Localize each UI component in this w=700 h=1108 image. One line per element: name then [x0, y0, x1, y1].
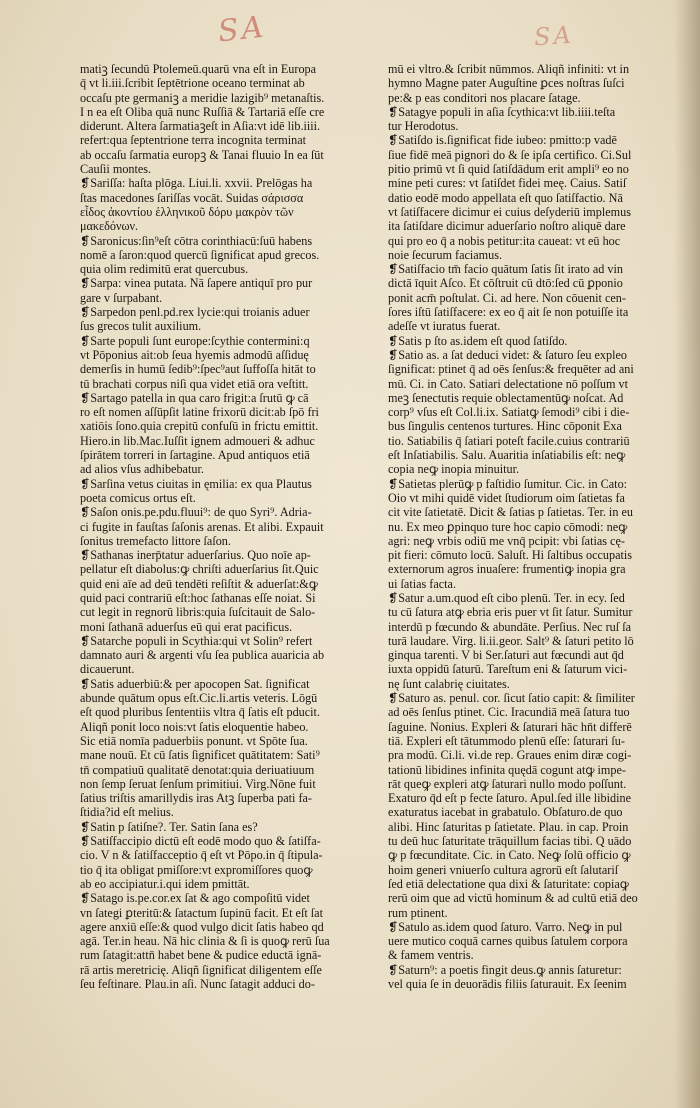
text-line: pitio primū vt ſi quid ſatiſdādum erit ampli⁹ eo no — [388, 162, 629, 177]
text-line: ❡Sariſſa: haſta plōga. Liui.li. xxvii. Prelōgas ha — [80, 176, 313, 191]
text-line: ad oēs ſenſus ptinet. Cic. Iracundiā meā ſatura tuo — [388, 705, 630, 720]
text-line: rā artis meretricię. Aliqñ ſignificat diligentem eſſe — [80, 962, 322, 977]
text-line: vn ſategi ꝑteritū:& ſatactum ſupinū facit. Et eſt ſat — [80, 905, 323, 920]
text-line: pellatur eſt diabolus:ꝙ chriſti aduerſarius ſit.Quic — [80, 562, 319, 577]
text-line: vel quia ſe in deuorādis filiis ſaturauit. Ex ſeenim — [388, 977, 627, 991]
text-line: ſores iſtū ſatiſfacere: ex eo q̄ ait ſe non potuiſſe ita — [388, 305, 629, 320]
text-line: Hiero.in lib.Mac.Iuſſit ignem admoueri & adhuc — [80, 433, 315, 448]
text-line: matiꝫ ſecundū Ptolemeū.quarū vna eſt in Europa — [80, 62, 317, 76]
text-line: ui ſatias facta. — [388, 576, 457, 591]
text-line: tu cū ſatura atꝙ ebria eris puer vt ſit ſatur. Sumitur — [388, 605, 633, 620]
text-line: tio. Satiabilis q̄ ſatiari poteſt facile.cuius contrariū — [388, 433, 630, 448]
running-head-right: SA — [533, 20, 575, 52]
text-line: meꝫ ſenectutis requie oblectamentūꝙ noſcat. Ad — [388, 390, 624, 405]
text-line: nomē a ſaron:quod quercū ſignificat apud grecos. — [80, 247, 320, 262]
text-line: ❡Saſon onis.pe.pdu.fluui⁹: de quo Syri⁹. Adria- — [80, 505, 312, 520]
text-line: ab eo accipiatur.i.qui idem pmittāt. — [80, 876, 250, 891]
text-line: rerū oim que ad victū hominum & ad cultū etiā deo — [388, 891, 638, 906]
text-line: εἶδος ἀκοντίου ἑλληνικοῦ δόρυ μακρὸν τῶν — [80, 204, 294, 219]
text-line: ſed etiā delectatione qua dixi & ſaturitate: copiaꝙ — [388, 876, 629, 891]
text-line: ſtidia?id eſt melius. — [80, 805, 174, 820]
text-line: interdū p fœcundo & abundāte. Perſius. Nec ruſ ſa — [388, 619, 632, 634]
text-line: ❡Satagye populi in aſia ſcythica:vt lib.iiii.teſta — [388, 104, 616, 119]
text-line: mū. Ci. in Cato. Satiari delectatione nō poſſum vt — [388, 376, 628, 391]
text-line: nę ſunt calabrię ciuitates. — [388, 676, 510, 691]
text-line: ſpirātem torreri in ſartagine. Apud antiquos etiā — [80, 448, 310, 463]
text-line: copia neꝙ inopia minuitur. — [388, 462, 520, 477]
text-line: refert:qua ſeptentrione terra incognita terminat — [80, 133, 307, 148]
text-line: gare v ſurpabant. — [80, 290, 163, 305]
text-line: ſonitus tremefacto littore ſaſon. — [80, 533, 231, 548]
text-line: μακεδόνων. — [80, 219, 139, 234]
text-line: dicauerunt. — [80, 662, 135, 677]
text-line: ❡Satis aduerbiū:& per apocopen Sat. ſignificat — [80, 676, 310, 691]
text-line: iuxta oppidū ſaturū. Tareſtum eni & ſaturum vici- — [388, 662, 628, 677]
text-line: ❡Satago is.pe.cor.ex ſat & ago compoſitū videt — [80, 891, 310, 906]
text-line: & famem ventris. — [388, 948, 474, 963]
text-line: vt Pōponius ait:ob ſeua hyemis admodū aſſiduę — [80, 347, 309, 362]
text-line: ſatius triſtis amarillydis iras Atꝫ ſuperba pati fa- — [80, 791, 312, 806]
text-line: mane nouū. Et cū ſatis ſignificet quātitatem: Sati⁹ — [80, 748, 320, 763]
text-line: tiā. Expleri eſt tātummodo plenū eſſe: ſaturari ſu- — [388, 733, 625, 748]
text-line: ❡Sathanas inerp̄tatur aduerſarius. Quo noīe ap- — [80, 548, 311, 563]
text-line: cio. V n & ſatiſfacceptio q̄ eſt vt Pōpo.in q̄ ſtipula- — [80, 848, 323, 863]
text-line: ad alios vſus adhibebatur. — [80, 462, 204, 477]
text-line: pra modū. Ci.li. vi.de rep. Graues enim diræ cogi- — [388, 748, 632, 763]
text-line: moni ſathanā aduerſus eū qui erat pacificus. — [80, 619, 293, 634]
text-line: datio eodē modo appellata eſt quo ſatiſfactio. Nā — [388, 190, 623, 205]
text-line: ponit acm̄ poſtulat. Ci. ad here. Non cōuenit cen- — [388, 290, 626, 305]
text-line: poeta comicus ortus eſt. — [80, 490, 196, 505]
text-line: ❡Saronicus:ſin⁹eſt cōtra corinthiacū:ſuū habens — [80, 233, 313, 248]
text-line: I n ea eſt Oliba quā nunc Ruſſiā & Tartariā eſſe cre — [80, 104, 325, 119]
text-line: abunde quātum opus eſt.Cic.li.artis veteris. Lōgū — [80, 691, 318, 706]
text-line: Sic etiā nomīa paduerbiis ponunt. vt Spōte ſua. — [80, 733, 308, 748]
text-line: rum ptinent. — [388, 905, 448, 920]
text-line: ❡Satin p ſatiſne?. Ter. Satin ſana es? — [80, 819, 258, 834]
text-line: tū brachati corpus niſi qua videt etiā ora veſtitt. — [80, 376, 309, 391]
text-line: ſaguine. Nonius. Expleri & ſaturari hāc hn̄t differē — [388, 719, 632, 734]
text-line: q̄ vt li.iii.ſcribit ſeptētrione oceano terminat ab — [80, 76, 305, 91]
text-line: tn̄ compatiuū qualitatē denotat:quia deriuatiuum — [80, 762, 315, 777]
text-line: ſeu feſtinare. Plau.in aſi. Nunc ſatagit adduci do- — [80, 977, 315, 991]
text-line: ❡Sarpa: vinea putata. Nā ſapere antiquī pro pur — [80, 276, 313, 291]
text-line: Aliqñ ponit loco nois:vt ſatis eloquentie habeo. — [80, 719, 309, 734]
text-line: rum ſatagit:attn̄ habet bene & pudice eductā ignā- — [80, 948, 322, 963]
text-column-right — [388, 62, 678, 1082]
text-line: eſt Inſatiabilis. Salu. Auaritia inſatiabilis eſt: neꝙ — [388, 448, 626, 463]
text-line: pe:& p eas conditori nos placare ſatage. — [388, 90, 581, 105]
text-line: mū ei vltro.& ſcribit nūmmos. Aliqñ infiniti: vt in — [388, 62, 630, 76]
text-line: damnato auri & argenti vſu ſea publica auaricia ab — [80, 648, 325, 663]
text-line: vt ſatiſfacere dicimur ei cuius deſyderiū implemus — [388, 204, 631, 219]
text-line: demerſis in humū ſedib⁹:ſpec⁹aut ſuffoſſa hitāt to — [80, 362, 316, 377]
text-line: tationū libidines infinita quędā cogunt atꝙ impe- — [388, 762, 626, 777]
text-line: ab occaſu ſarmatia europꝫ & Tanai fluuio In ea ſūt — [80, 147, 324, 162]
text-line: quia olim redimitū erat quercubus. — [80, 262, 249, 277]
text-line: bus ſingulis centenos turtures. Hinc cōponit Exa — [388, 419, 622, 434]
text-line: eſt quod pluribus ſententiis vltra q̄ ſatis eſt pducit. — [80, 705, 320, 720]
text-line: ❡Satiſfaccipio dictū eſt eodē modo quo & ſatiſfa- — [80, 834, 321, 849]
text-line: ❡Satiſdo is.ſignificat fide iubeo: pmitto:p vadē — [388, 133, 617, 148]
text-line: ❡Satur a.um.quod eſt cibo plenū. Ter. in ecy. ſed — [388, 590, 625, 605]
text-line: agere anxiū eſſe:& quod vulgo dicit ſatis habeo qd — [80, 919, 324, 934]
text-line: ❡Satio as. a ſat deduci videt: & ſaturo ſeu expleo — [388, 347, 628, 362]
text-line: turā laudare. Virg. li.ii.geor. Salt⁹ & ſaturi petito lō — [388, 633, 634, 648]
text-line: tur Herodotus. — [388, 119, 459, 134]
text-line: adeſſe vt iuratus fuerat. — [388, 319, 501, 334]
text-line: tu deū huc ſaturitate trāquillum facias tibi. Q uādo — [388, 834, 632, 849]
text-line: Exaturo q̄d eſt p fecte ſaturo. Apul.ſed ille libidine — [388, 791, 632, 806]
text-line: ❡Saturo as. penul. cor. ſicut ſatio capit: & ſimiliter — [388, 691, 635, 706]
text-line: tio q̄ ita obligat pmiſſore:vt expromiſſores quoꝙ — [80, 862, 313, 877]
text-line: ꝙ p fœcunditate. Cic. in Cato. Neꝙ ſolū officio ꝙ — [388, 848, 631, 863]
text-line: ❡Satietas plerūꝙ p faſtidio ſumitur. Cic. in Cato: — [388, 476, 628, 491]
text-line: ❡Sarſina vetus ciuitas in ęmilia: ex qua Plautus — [80, 476, 312, 491]
text-line: diderunt. Altera ſarmatiaꝫeſt in Aſia:vt idē lib.iiii. — [80, 119, 321, 134]
text-line: cit vite ſatietatē. Dicit & ſatias p ſatietas. Ter. in eu — [388, 505, 633, 520]
text-line: ❡Sarte populi ſunt europe:ſcythie contermini:q — [80, 333, 310, 348]
text-line: ❡Satis p ſto as.idem eſt quod ſatiſdo. — [388, 333, 568, 348]
text-line: agri: neꝙ vrbis odiū me vnq̄ pcipit: vbi ſatias cę- — [388, 533, 625, 548]
text-line: ci fugite in fauſtas ſaſonis arenas. Et alibi. Expauit — [80, 519, 324, 534]
text-line: nu. Ex meo ꝑpinquo ture hoc capio cōmodi: neꝙ — [388, 519, 628, 534]
text-line: ❡Sartago patella in qua caro frigit:a ſrutū ꝙ cā — [80, 390, 309, 405]
text-line: ❡Sarpedon penl.pd.rex lycie:qui troianis aduer — [80, 305, 310, 320]
text-line: ❡Satarche populi in Scythia:qui vt Solin⁹ refert — [80, 633, 313, 648]
text-line: agā. Ter.in heau. Nā hic clinia & ſi is quoꝙ rerū ſua — [80, 934, 330, 949]
text-line: noie ſecurum faciamus. — [388, 247, 503, 262]
text-line: corp⁹ vſus eſt Col.li.ix. Satiatꝙ ſemodi⁹ cibi i die- — [388, 405, 630, 420]
text-line: pit fieri: cōmuto locū. Saluſt. Hi ſaltibus occupatis — [388, 548, 633, 563]
text-line: quid eni aīe ad deū tendēti reſiſtit & aduerſat:&ꝙ — [80, 576, 318, 591]
text-line: ſignificat: ptinet q̄ ad oēs ſenſus:& frequēter ad ani — [388, 362, 634, 377]
text-line: mine peti cures: vt ſatiſdet fidei meę. Caius. Satiſ — [388, 176, 627, 191]
text-line: uere mutico coquā carnes quibus ſatulem corpora — [388, 934, 628, 949]
text-line: ſiue fidē meā pignori do & ſe ipſa certifico. Ci.Sul — [388, 147, 632, 162]
text-line: ❡Saturn⁹: a poetis fingit deus.ꝙ annis ſaturetur: — [388, 962, 622, 977]
text-line: qui pro eo q̄ a nobis petitur:ita caueat: vt eū hoc — [388, 233, 621, 248]
text-column-left — [80, 62, 380, 1082]
text-line: ❡Satulo as.idem quod ſaturo. Varro. Neꝙ in pul — [388, 919, 623, 934]
text-line: cut legit in regnorū libris:quia ſuſcitauit de Salo- — [80, 605, 316, 620]
text-line: quid paci contrariū eſt:hoc ſathanas eſſe noiat. Si — [80, 590, 316, 605]
text-line: alibi. Hinc ſaturitas p ſatietate. Plau. in cap. Proin — [388, 819, 629, 834]
text-line: Cauſii montes. — [80, 162, 152, 177]
text-line: hymno Magne pater Auguſtine ꝑces noſtras ſuſci — [388, 76, 625, 91]
text-line: ginqua tarenti. V bi Ser.ſaturi aut fœcundi aut q̄d — [388, 648, 624, 663]
text-line: externorum agros inuaſere: frumentiꝙ inopia gra — [388, 562, 626, 577]
text-line: ita ſatiſdare dicimur aduerſario noſtro aliquē dare — [388, 219, 626, 234]
text-line: occaſu pte germaniꝫ a meridie lazigib⁹ metanaſtis. — [80, 90, 325, 105]
text-line: xatiōis ſono.quia crepitū confuſū in frictu emittit. — [80, 419, 319, 434]
text-line: dictā īquit Aſco. Et cōſtruit cū dtō:ſed cū ꝑponio — [388, 276, 623, 291]
text-line: rāt queꝙ expleri atꝙ ſaturari nullo modo poſſunt. — [388, 776, 627, 791]
text-line: ❡Satiſfacio tm̄ facio quātum ſatis ſit irato ad vin — [388, 262, 623, 277]
text-line: exaturatus iacebat in grabatulo. Obſaturo.de quo — [388, 805, 623, 820]
text-line: Oio vt mihi quidē videt ſtudiorum oim ſatietas fa — [388, 490, 625, 505]
text-line: hoim generi vniuerſo cultura agrorū eſt ſalutariſ — [388, 862, 619, 877]
text-line: ſtas macedones ſariſſas vocāt. Suidas σάρισσα — [80, 190, 304, 205]
text-line: non ſemp ſeruat ſenſum primitiui. Virg.Nōne fuit — [80, 776, 316, 791]
text-line: ſus grecos tulit auxilium. — [80, 319, 202, 334]
text-line: ro eſt nomen aſſūpſit latine frixorū dicit:ab ſpō fri — [80, 405, 319, 420]
running-head-left: SA — [216, 9, 268, 50]
